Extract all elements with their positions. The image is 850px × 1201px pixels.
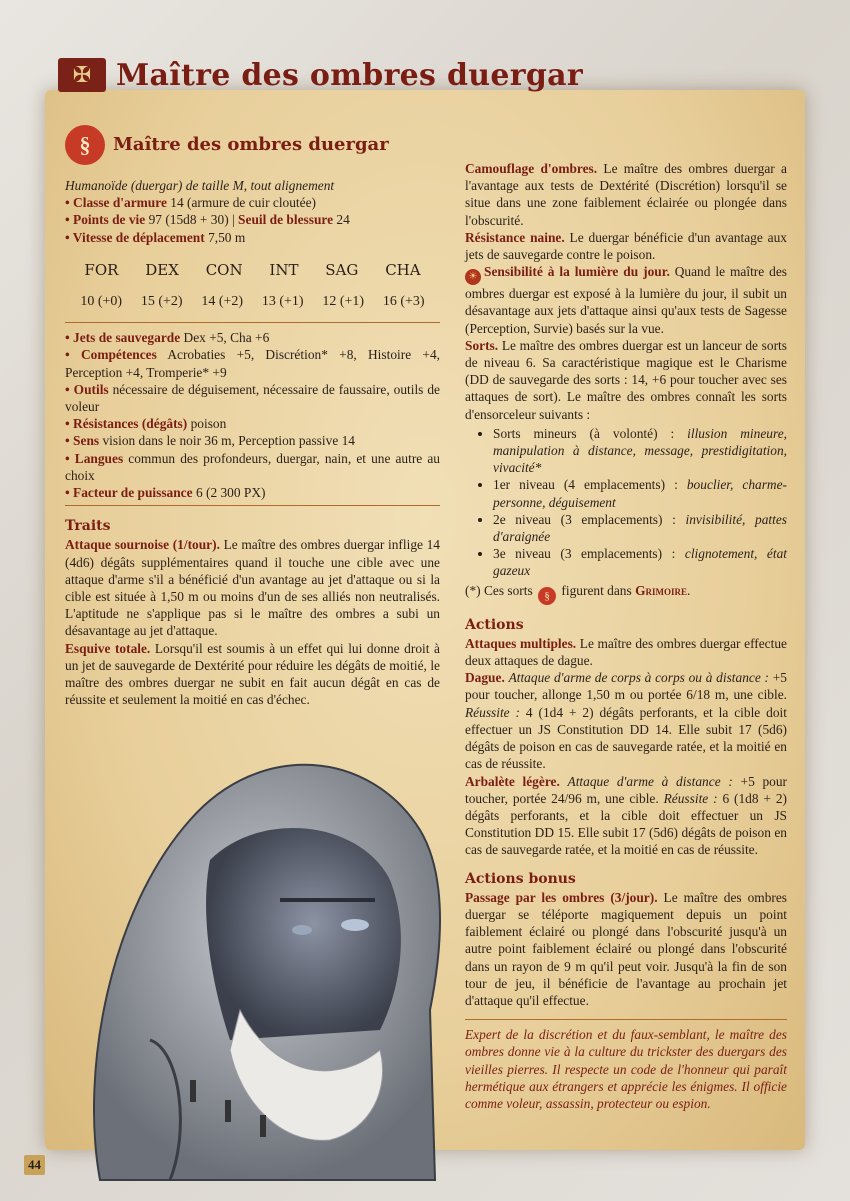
ability-names: [65, 262, 440, 279]
page-number: 44: [24, 1155, 45, 1175]
languages: • Langues commun des profondeurs, duergar, nain, et une autre au choix: [65, 450, 440, 484]
statblock-header: [65, 125, 440, 165]
ability-value: 12 (+1): [322, 294, 365, 310]
ability-value: 15 (+2): [140, 294, 183, 310]
grimoire-icon: §: [538, 587, 556, 605]
ability-value: 14 (+2): [201, 294, 244, 310]
trait-evasion: Esquive totale. Lorsqu'il est soumis à un effet qui lui donne droit à un jet de sauvegarde de Dextérité pour réduire les dégâts de moitié, le maître des ombres duergar ne subit en fait aucun dégât en cas de réussite et seulement la moitié en cas d'échec.: [65, 640, 440, 708]
trait-dwarven-resilience: Résistance naine. Le duergar bénéficie d'un avantage aux jets de sauvegarde contre le poison.: [465, 229, 787, 263]
ability-name: INT: [269, 260, 299, 279]
traits-heading: Traits: [65, 518, 111, 535]
spell-list-item: • 1er niveau (4 emplacements) : bouclier, charme-personne, déguisement: [493, 476, 787, 510]
statblock-title: Maître des ombres duergar: [113, 134, 389, 156]
trait-sunlight-sensitivity: ☀ Sensibilité à la lumière du jour. Quand le maître des ombres duergar est exposé à la lumière du jour, il subit un désavantage aux jets d'attaque ainsi qu'aux tests de Sagesse (Perception, Survie) basés sur la vue.: [465, 264, 787, 336]
duergar-portrait-illustration: [40, 710, 460, 1190]
action-multiattack: Attaques multiples. Le maître des ombres duergar effectue deux attaques de dague.: [465, 635, 787, 669]
challenge-rating: • Facteur de puissance 6 (2 300 PX): [65, 484, 440, 501]
action-light-crossbow: Arbalète légère. Attaque d'arme à distance : +5 pour toucher, portée 24/96 m, une cible. Réussite : 6 (1d8 + 2) dégâts perforants, et la cible doit effectuer un JS Constitution DD 15. Elle subit 17 (5d6) dégâts de poison en cas de sauvegarde ratée, et la moitié en cas de réussite.: [465, 773, 788, 858]
damage-resistances: • Résistances (dégâts) poison: [65, 415, 440, 432]
bonus-actions-heading: Actions bonus: [465, 870, 576, 887]
spell-list: [465, 425, 787, 580]
sun-icon: ☀: [465, 269, 481, 285]
flavor-text: Expert de la discrétion et du faux-semblant, le maître des ombres donne vie à la culture du trickster des duergars des vieilles pierres. Il respecte un code de l'honneur qui paraît hermétique aux étrangers et apprécie les énigmes. Il officie comme voleur, assassin, protecteur ou espion.: [465, 1019, 787, 1112]
ability-value: 13 (+1): [261, 294, 304, 310]
hit-points: • Points de vie 97 (15d8 + 30) | Seuil de blessure 24: [65, 211, 440, 228]
ability-value: 16 (+3): [382, 294, 425, 310]
ability-name: CON: [205, 260, 243, 279]
bonus-shadow-step: Passage par les ombres (3/jour). Le maître des ombres duergar se téléporte magiquement depuis un point faiblement éclairé ou plongé dans l'obscurité jusqu'à un autre point faiblement éclairé ou plongé dans l'obscurité dans un rayon de 9 m qu'il peut voir. Jusqu'à la fin de son tour de jeu, il bénéficie de l'avantage au prochain jet d'attaque qu'il effectue.: [465, 889, 787, 1008]
divider: [65, 505, 440, 506]
statblock-right-column: [465, 160, 787, 1112]
skills: • Compétences Acrobaties +5, Discrétion* +8, Histoire +4, Perception +4, Tromperie* +9: [65, 346, 440, 380]
action-dagger: Dague. Attaque d'arme de corps à corps ou à distance : +5 pour toucher, allonge 1,50 m ou portée 6/18 m, une cible. Réussite : 4 (1d4 + 2) dégâts perforants, et la cible doit effectuer un JS Constitution DD 14. Elle subit 17 (5d6) dégâts de poison en cas de sauvegarde ratée, et la moitié en cas de réussite.: [465, 670, 787, 772]
creature-type: Humanoïde (duergar) de taille M, tout alignement: [65, 178, 335, 193]
spell-list-item: • Sorts mineurs (à volonté) : illusion mineure, manipulation à distance, message, prestidigitation, vivacité*: [493, 425, 787, 477]
spell-list-item: • 2e niveau (3 emplacements) : invisibilité, pattes d'araignée: [493, 511, 787, 545]
ability-name: DEX: [145, 260, 179, 279]
spell-list-item: • 3e niveau (3 emplacements) : clignotement, état gazeux: [493, 545, 787, 579]
ability-name: CHA: [385, 260, 421, 279]
senses: • Sens vision dans le noir 36 m, Perception passive 14: [65, 432, 440, 449]
grimoire-note: (*) Ces sorts § figurent dans Grimoire.: [465, 582, 787, 605]
ability-name: SAG: [325, 260, 359, 279]
knot-ornament-icon: ✠: [58, 58, 106, 92]
ability-name: FOR: [84, 260, 119, 279]
speed: • Vitesse de déplacement 7,50 m: [65, 229, 440, 246]
divider: [65, 322, 440, 323]
actions-heading: Actions: [465, 616, 524, 633]
page-title-text: Maître des ombres duergar: [116, 57, 583, 93]
trait-shadow-camouflage: Camouflage d'ombres. Le maître des ombres duergar a l'avantage aux tests de Dextérité (Discrétion) lorsqu'il se situe dans une zone faiblement éclairée ou plongée dans l'obscurité.: [465, 161, 787, 228]
ability-values: [65, 293, 440, 310]
trait-spellcasting: Sorts. Le maître des ombres duergar est un lanceur de sorts de niveau 6. Sa caractéristique magique est le Charisme (DD de sauvegarde des sorts : 14, +6 pour toucher avec ses attaques de sort). Le maître des ombres connaît les sorts d'ensorceleur suivants :: [465, 337, 787, 422]
dragon-emblem-icon: §: [65, 125, 105, 165]
statblock-left-column: [65, 125, 440, 708]
saving-throws: • Jets de sauvegarde Dex +5, Cha +6: [65, 329, 440, 346]
trait-sneak-attack: Attaque sournoise (1/tour). Le maître des ombres duergar inflige 14 (4d6) dégâts supplémentaires quand il touche une cible avec une attaque d'arme s'il a bénéficié d'un avantage au jet d'attaque ou si la cible est située à 1,50 m ou moins d'un de ses alliés non neutralisés. L'aptitude ne s'applique pas si le maître des ombres a subi un désavantage au jet d'attaque.: [65, 537, 440, 639]
page-title: [58, 55, 583, 95]
ability-value: 10 (+0): [80, 294, 123, 310]
armor-class: • Classe d'armure 14 (armure de cuir cloutée): [65, 194, 440, 211]
tools: • Outils nécessaire de déguisement, nécessaire de faussaire, outils de voleur: [65, 381, 440, 415]
